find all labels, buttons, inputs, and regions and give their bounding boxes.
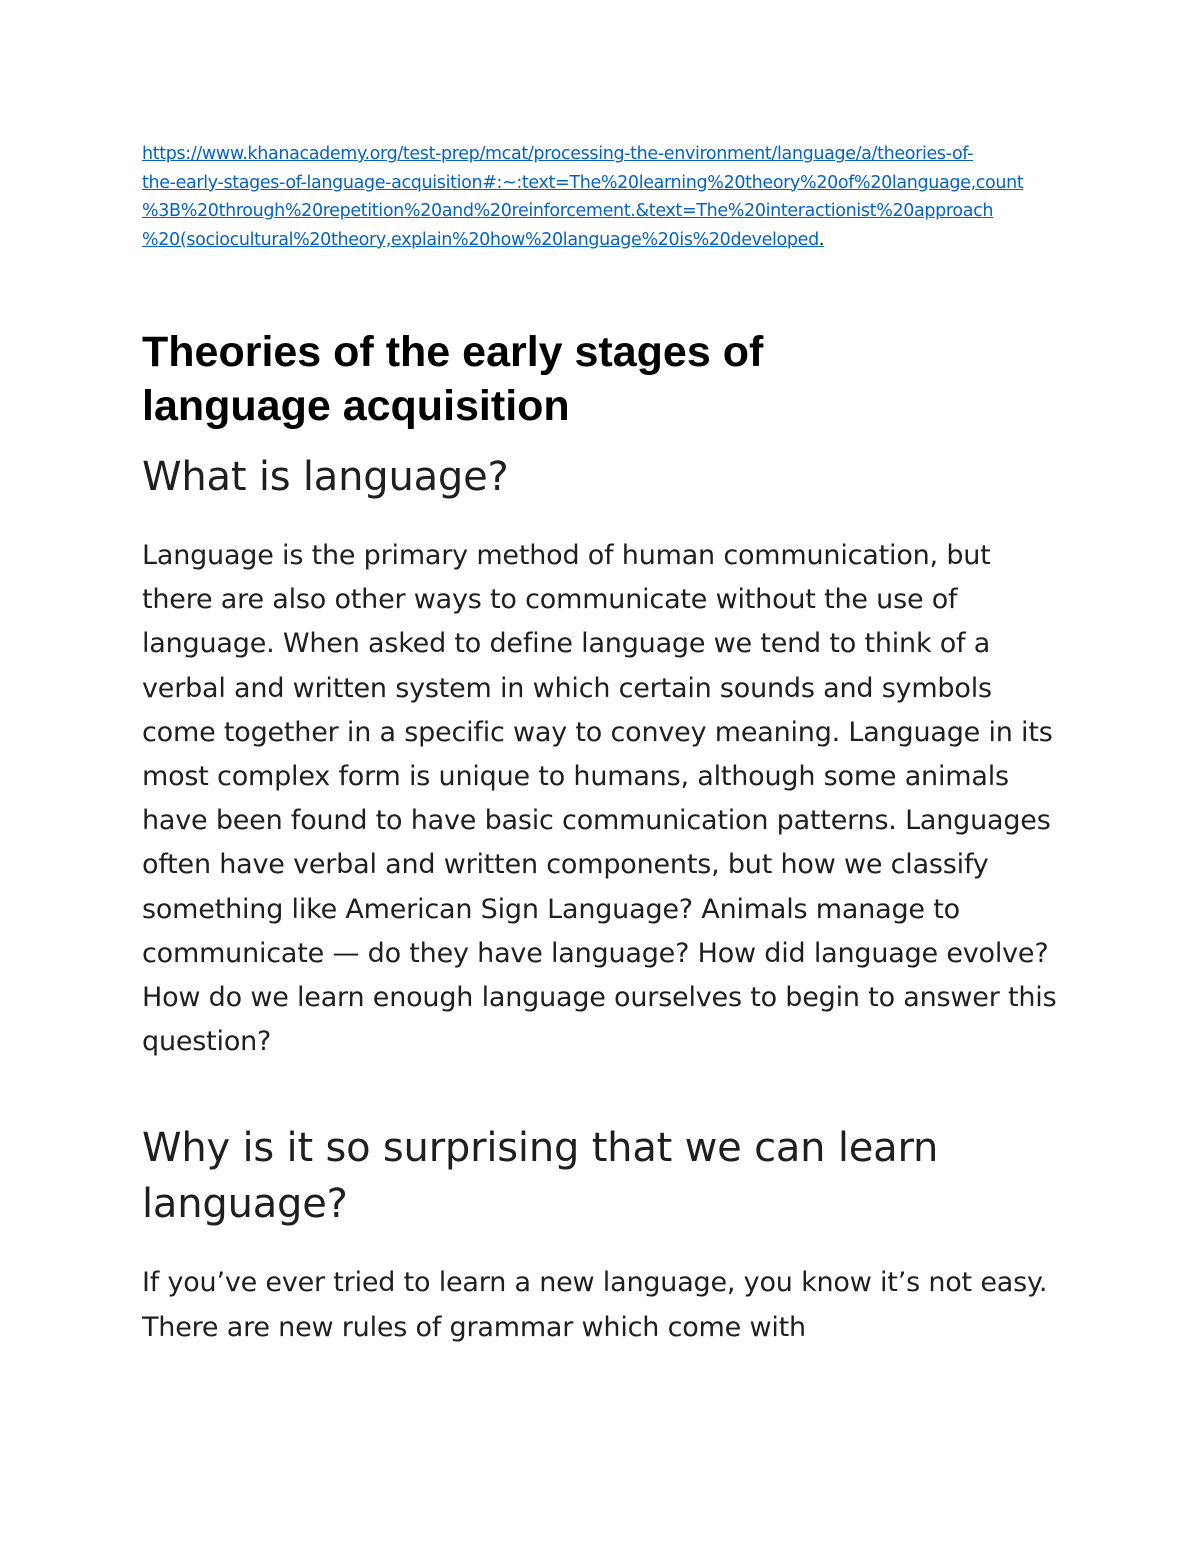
source-link-line[interactable] bbox=[142, 226, 1062, 255]
source-link-line[interactable]: https://www.khanacademy.org/test-prep/mcat/processing-the-environment/language/a/theories-of- bbox=[142, 144, 974, 164]
document-content bbox=[142, 140, 1062, 1350]
source-link[interactable] bbox=[142, 140, 1062, 254]
link-trailing-period: . bbox=[818, 229, 825, 250]
source-link-line[interactable]: %3B%20through%20repetition%20and%20reinforcement.&text=The%20interactionist%20approach bbox=[142, 201, 994, 221]
source-link-line[interactable]: the-early-stages-of-language-acquisition#:~:text=The%20learning%20theory%20of%20language,count bbox=[142, 172, 1024, 193]
section-heading-what-is-language: What is language? bbox=[142, 454, 509, 500]
document-title-line: Theories of the early stages of bbox=[142, 328, 764, 376]
section-heading-why-surprising: Why is it so surprising that we can learn language? bbox=[142, 1125, 939, 1228]
section-paragraph-why-surprising: If you’ve ever tried to learn a new language, you know it’s not easy. There are new rules of grammar which come with bbox=[142, 1267, 1048, 1343]
document-title bbox=[142, 325, 1062, 433]
document-title-line: language acquisition bbox=[142, 382, 570, 430]
source-link-text[interactable]: %20(sociocultural%20theory,explain%20how%20language%20is%20developed bbox=[142, 229, 819, 250]
section-paragraph-what-is-language: Language is the primary method of human communication, but there are also other ways to communicate without the use of language. When asked to define language we tend to think of a verbal and written system in which certain sounds and symbols come together in a specific way to convey meaning. Language in its most complex form is unique to humans, although some animals have been found to have basic communication patterns. Languages often have verbal and written components, but how we classify something like American Sign Language? Animals manage to communicate — do they have language? How did language evolve? How do we learn enough language ourselves to begin to answer this question? bbox=[142, 540, 1057, 1058]
